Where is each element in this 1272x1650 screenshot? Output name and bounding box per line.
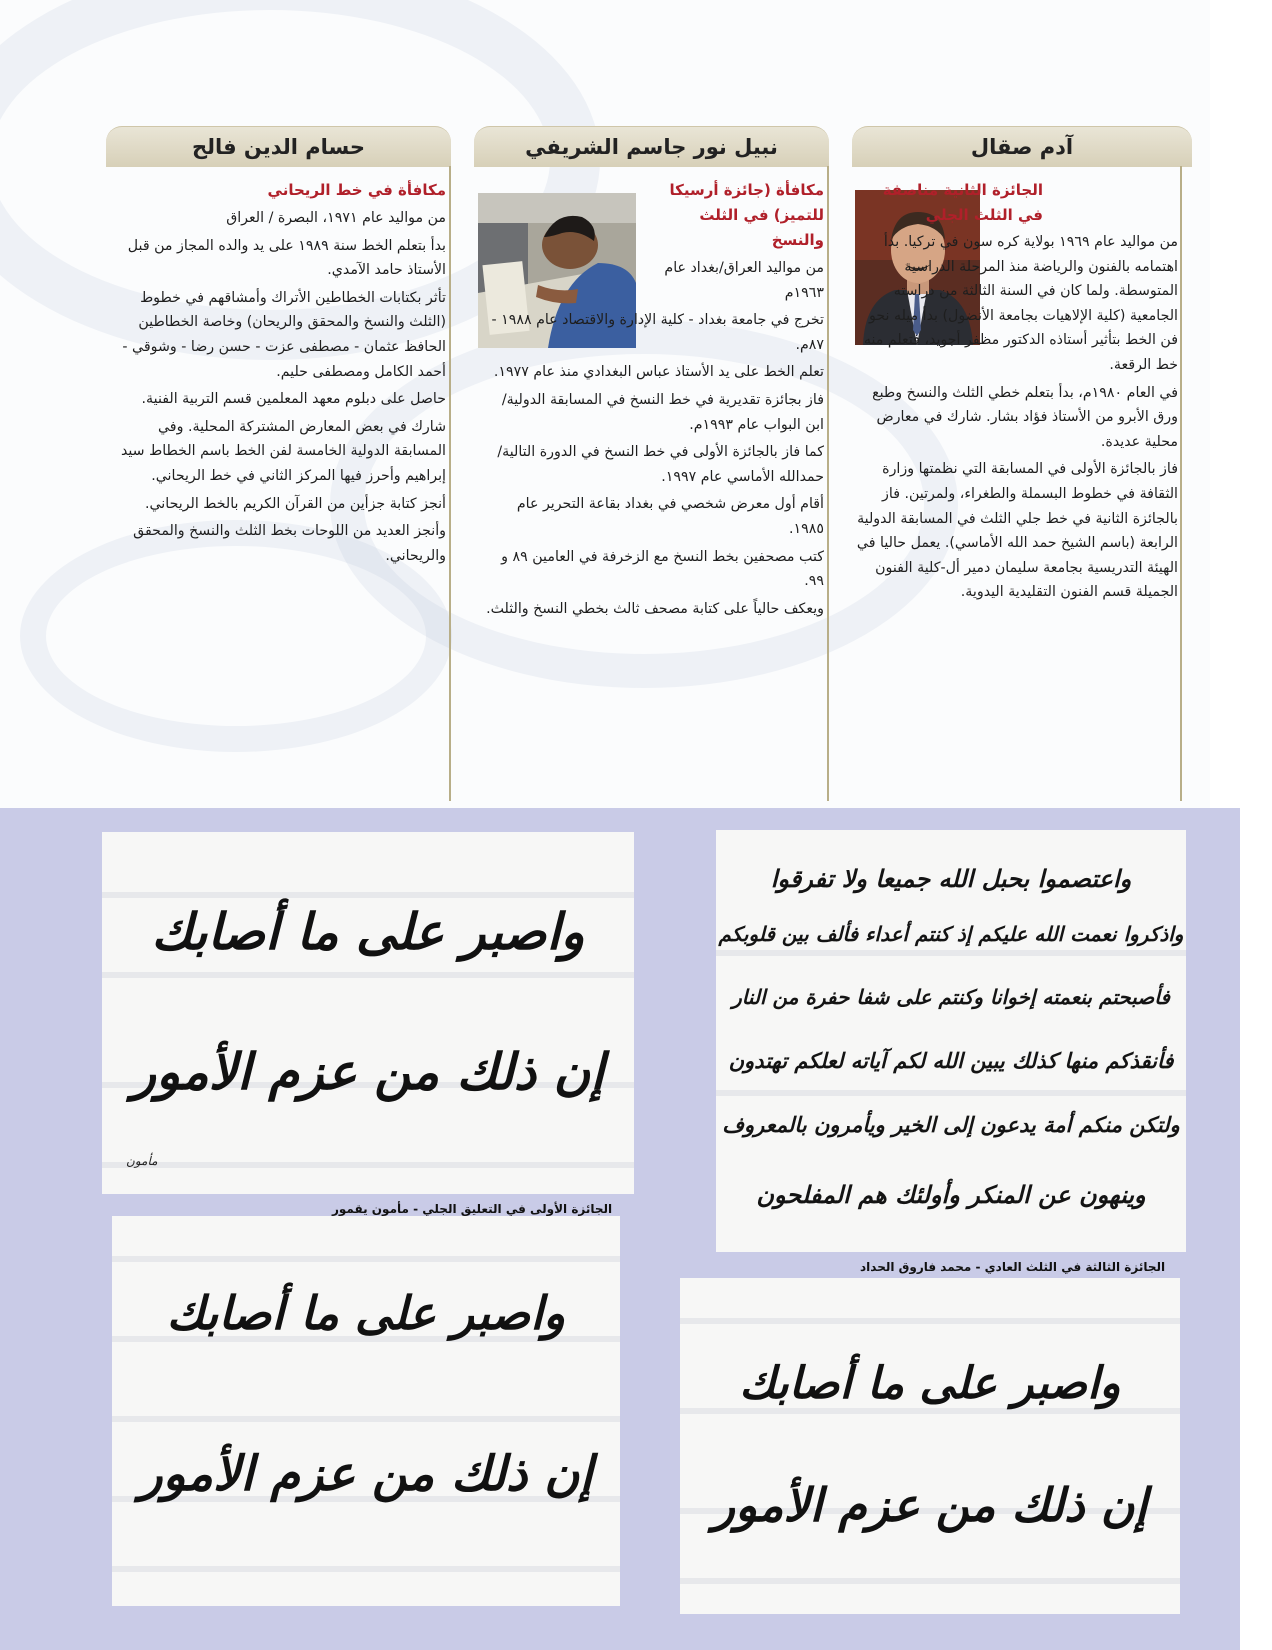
bio-paragraph: كما فاز بالجائزة الأولى في خط النسخ في الدورة التالية/حمدالله الأماسي عام ١٩٩٧. [497, 444, 824, 485]
award-title: الجائزة الثانية مناصفة في الثلث الجلي [882, 181, 1043, 224]
calligrapher-name: نبيل نور جاسم الشريفي [525, 135, 778, 159]
award-title: مكافأة في خط الريحاني [267, 181, 446, 199]
calligraphy-line: إن ذلك من عزم الأمور [712, 1478, 1148, 1532]
artworks-section [0, 808, 1240, 1650]
bio-paragraph: من مواليد عام ١٩٧١، البصرة / العراق [226, 210, 446, 226]
bio-paragraph: بدأ بتعلم الخط سنة ١٩٨٩ على يد والده المجاز من قبل الأستاذ حامد الآمدي. [127, 237, 446, 279]
bio-paragraph: أنجز كتابة جزأين من القرآن الكريم بالخط الريحاني. [144, 495, 446, 512]
calligraphy-line: واصبر على ما أصابك [166, 1286, 566, 1340]
calligraphy-line: إن ذلك من عزم الأمور [139, 1446, 593, 1502]
artwork-caption: الجائزة الأولى في التعليق الجلي - مأمون يقمور [332, 1202, 613, 1216]
column-header-middle [474, 126, 829, 167]
bio-paragraph: من مواليد العراق/بغداد عام ١٩٦٣م [664, 260, 824, 301]
calligraphy-verse-line: وينهون عن المنكر وأولئك هم المفلحون [756, 1180, 1146, 1209]
bio-paragraph: تعلم الخط على يد الأستاذ عباس البغدادي منذ عام ١٩٧٧. [493, 364, 824, 381]
biography-left [108, 178, 446, 571]
calligraphy-verse-line: فأصبحتم بنعمته إخوانا وكنتم على شفا حفرة من النار [732, 985, 1170, 1009]
bio-paragraph: شارك في بعض المعارض المشتركة المحلية. وفي المسابقة الدولية الخامسة لفن الخط باسم الخطاط سيد إبراهيم وأحرز فيها المركز الثاني في خط الريحاني. [120, 418, 446, 484]
calligraphy-verse-line: واعتصموا بحبل الله جميعا ولا تفرقوا [770, 864, 1132, 893]
signature: مأمون [126, 1154, 158, 1168]
bio-paragraph: فاز بالجائزة الأولى في المسابقة التي نظمتها وزارة الثقافة في خطوط البسملة والطغراء، ولمرتين. فاز بالجائزة الثانية في خط جلي الثلث في المسابقة الدولية الرابعة (باسم الشيخ حمد الله الأماسي). يعمل حاليا في الهيئة التدريسية بجامعة سليمان دمير أل-كلية الفنون الجميلة قسم الفنون التقليدية اليدوية. [856, 461, 1178, 601]
biographies-section [0, 0, 1210, 808]
bio-paragraph: في العام ١٩٨٠م، بدأ بتعلم خطي الثلث والنسخ وطبع ورق الأبرو من الأستاذ فؤاد بشار. شارك في معارض محلية عديدة. [872, 384, 1178, 450]
calligrapher-name: حسام الدين فالح [191, 135, 366, 159]
bio-paragraph: تخرج في جامعة بغداد - كلية الإدارة والاقتصاد عام ١٩٨٨ - ٨٧م. [491, 312, 824, 353]
column-rule [1180, 166, 1182, 801]
biography-right [856, 178, 1178, 608]
calligraphy-verse-line: واذكروا نعمت الله عليكم إذ كنتم أعداء فألف بين قلوبكم [718, 922, 1184, 946]
bio-paragraph: ويعكف حالياً على كتابة مصحف ثالث بخطي النسخ والثلث. [486, 600, 824, 617]
calligrapher-name: آدم صقال [970, 135, 1074, 159]
biography-middle [484, 178, 824, 624]
calligraphy-line: إن ذلك من عزم الأمور [131, 1042, 605, 1101]
bio-paragraph: كتب مصحفين بخط النسخ مع الزخرفة في العامين ٨٩ و ٩٩. [501, 548, 824, 590]
calligraphy-line: واصبر على ما أصابك [739, 1358, 1121, 1409]
artwork-taliq-jali [102, 832, 634, 1194]
calligraphy-line: واصبر على ما أصابك [151, 902, 585, 961]
column-rule [827, 166, 829, 801]
calligraphy-verse-line: فأنقذكم منها كذلك يبين الله لكم آياته لعلكم تهتدون [728, 1048, 1174, 1073]
bio-paragraph: حاصل على دبلوم معهد المعلمين قسم التربية الفنية. [141, 391, 446, 408]
bio-paragraph: أقام أول معرض شخصي في بغداد بقاعة التحرير عام ١٩٨٥. [516, 496, 824, 537]
bio-paragraph: فاز بجائزة تقديرية في خط النسخ في المسابقة الدولية/ابن البواب عام ١٩٩٣م. [501, 391, 824, 433]
artwork-thuluth [716, 830, 1186, 1252]
bio-paragraph: تأثر بكتابات الخطاطين الأتراك وأمشاقهم في خطوط (الثلث والنسخ والمحقق والريحان) وخاصة الخطاطين الحافظ عثمان - مصطفى عزت - حسن رضا - وشوقي - أحمد الكامل ومصطفى حليم. [122, 289, 446, 380]
bio-paragraph: وأنجز العديد من اللوحات بخط الثلث والنسخ والمحقق والريحاني. [133, 523, 446, 564]
bio-paragraph: من مواليد عام ١٩٦٩ بولاية كره سون في تركيا. بدأ اهتمامه بالفنون والرياضة منذ المرحلة الدراسية المتوسطة. ولما كان في السنة الثالثة من دراسته الجامعية (كلية الإلاهيات بجامعة الأنضول) بدأ ميله نحو فن الخط بتأثير أستاذه الدكتور مظفر أجويد، فتعلم منه خط الرقعة. [863, 234, 1178, 373]
column-rule [449, 166, 451, 801]
column-header-left [106, 126, 451, 167]
artwork-caption: الجائزة الثالثة في الثلث العادي - محمد فاروق الحداد [860, 1260, 1166, 1274]
artwork-taliq-2 [112, 1216, 620, 1606]
calligraphy-verse-line: ولتكن منكم أمة يدعون إلى الخير ويأمرون بالمعروف [722, 1112, 1180, 1137]
column-header-right [852, 126, 1192, 167]
artwork-taliq-3 [680, 1278, 1180, 1614]
award-title: مكافأة (جائزة أرسيكا للتميز) في الثلث والنسخ [669, 181, 824, 249]
